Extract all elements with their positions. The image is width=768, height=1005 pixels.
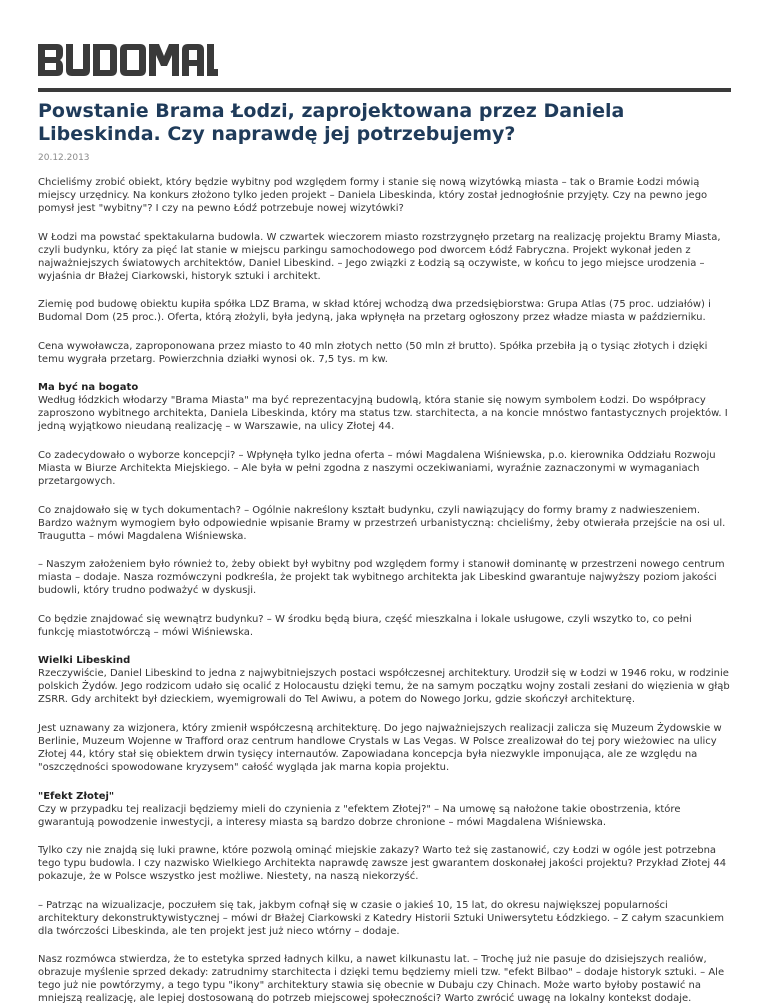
paragraph-4: Cena wywoławcza, zaproponowana przez miasto to 40 mln złotych netto (50 mln zł brutto). Spółka przebiła ją o tysiąc złotych i dzięki temu wygrała przetarg. Powierzchnia działki wynosi ok. 7,5 tys. m kw. [38, 340, 708, 365]
article-title: Powstanie Brama Łodzi, zaprojektowana przez Daniela Libeskinda. Czy naprawdę jej potrzebujemy? [38, 100, 625, 145]
paragraph-10: Rzeczywiście, Daniel Libeskind to jedna z najwybitniejszych postaci współczesnej architektury. Urodził się w Łodzi w 1946 roku, w rodzinie polskich Żydów. Jego rodzicom udało się ocalić z Holocaustu dzięki temu, że na samym początku wojny zostali zesłani do więzienia w głąb ZSRR. Gdy architekt był dzieckiem, wyemigrowali do Tel Awiwu, a potem do Nowego Jorku, gdzie skończył architekturę. [38, 668, 730, 706]
paragraph-9: Co będzie znajdować się wewnątrz budynku? – W środku będą biura, część mieszkalna i lokale usługowe, czyli wszytko to, co pełni funkcję miastotwórczą – mówi Wiśniewska. [38, 613, 692, 638]
article-body [38, 176, 731, 1005]
header-divider [38, 88, 731, 92]
paragraph-1: Chcieliśmy zrobić obiekt, który będzie wybitny pod względem formy i stanie się nową wizytówką miasta – tak o Bramie Łodzi mówią miejscy urzędnicy. Na konkurs złożono tylko jeden projekt – Daniela Libeskinda, który został jednogłośnie przyjęty. Czy na pewno jego pomysł jest "wybitny"? I czy na pewno Łódź potrzebuje nowej wizytówki? [38, 177, 708, 214]
paragraph-15: Nasz rozmówca stwierdza, że to estetyka sprzed ładnych kilku, a nawet kilkunastu lat. – Trochę już nie pasuje do dzisiejszych realiów, obrazuje myślenie sprzed dekady: zatrudnimy starchitecta i dzięki temu będziemy mieli tzw. "efekt Bilbao" – dodaje historyk sztuki. – Ale tego już nie powtórzymy, a tego typu "ikony" architektury stawia się obecnie w Dubaju czy Chinach. Może warto byłoby postawić na mniejszą realizację, ale lepiej dostosowaną do potrzeb miejscowej społeczności? Warto zwrócić uwagę na lokalny kontekst dodaje. [38, 954, 725, 1005]
paragraph-7: Co znajdowało się w tych dokumentach? – Ogólnie nakreślony kształt budynku, czyli nawiązujący do formy bramy z nadwieszeniem. Bardzo ważnym wymogiem było odpowiednie wpisanie Bramy w przestrzeń urbanistyczną: chcieliśmy, żeby otwierała przejście na osi ul. Traugutta – mówi Magdalena Wiśniewska. [38, 504, 726, 542]
budomal-logo-icon [38, 44, 218, 76]
paragraph-13: Tylko czy nie znajdą się luki prawne, które pozwolą ominąć miejskie zakazy? Warto też się zastanowić, czy Łodzi w ogóle jest potrzebna tego typu budowla. I czy nazwisko Wielkiego Architekta naprawdę zawsze jest gwarantem doskonałej jakości projektu? Przykład Złotej 44 pokazuje, że w Polsce wszystko jest możliwe. Niestety, na naszą niekorzyść. [38, 845, 727, 883]
paragraph-8: – Naszym założeniem było również to, żeby obiekt był wybitny pod względem formy i stanowił dominantę w przestrzeni nowego centrum miasta – dodaje. Nasza rozmówczyni podkreśla, że projekt tak wybitnego architekta jak Libeskind gwarantuje najwyższy poziom jakości budowli, który trudno podważyć w dyskusji. [38, 559, 725, 597]
budomal-logo[interactable] [38, 44, 218, 76]
paragraph-2: W Łodzi ma powstać spektakularna budowla. W czwartek wieczorem miasto rozstrzygnęło przetarg na realizację projektu Bramy Miasta, czyli budynku, który za pięć lat stanie w miejscu parkingu samochodowego pod dworcem Łódź Fabryczna. Projekt wykonał jeden z najważniejszych światowych architektów, Daniel Libeskind. – Jego związki z Łodzią są oczywiste, w końcu to jego miejsce urodzenia – wyjaśnia dr Błażej Ciarkowski, historyk sztuki i architekt. [38, 231, 721, 282]
section-heading-ma-byc-na-bogato: Ma być na bogato [38, 382, 139, 394]
paragraph-14: – Patrząc na wizualizacje, poczułem się tak, jakbym cofnął się w czasie o jakieś 10, 15 lat, do okresu największej popularności architektury dekonstruktywistycznej – mówi dr Błażej Ciarkowski z Katedry Historii Sztuki Uniwersytetu Łódzkiego. – Z całym szacunkiem dla twórczości Libeskinda, ale ten projekt jest już nieco wtórny – dodaje. [38, 899, 724, 937]
paragraph-6: Co zadecydowało o wyborze koncepcji? – Wpłynęła tylko jedna oferta – mówi Magdalena Wiśniewska, p.o. kierownika Oddziału Rozwoju Miasta w Biurze Architekta Miejskiego. – Ale była w pełni zgodna z naszymi oczekiwaniami, wyraźnie zaznaczonymi w wymaganiach przetargowych. [38, 449, 716, 487]
paragraph-3: Ziemię pod budowę obiektu kupiła spółka LDZ Brama, w skład której wchodzą dwa przedsiębiorstwa: Grupa Atlas (75 proc. udziałów) i Budomal Dom (25 proc.). Oferta, którą złożyli, była jedyną, jaka wpłynęła na przetarg ogłoszony przez władze miasta w październiku. [38, 299, 711, 324]
article-date: 20.12.2013 [38, 153, 90, 163]
paragraph-12: Czy w przypadku tej realizacji będziemy mieli do czynienia z "efektem Złotej?" – Na umowę są nałożone takie obostrzenia, które gwarantują powodzenie inwestycji, a interesy miasta są bardzo dobrze chronione – mówi Magdalena Wiśniewska. [38, 803, 681, 828]
paragraph-11: Jest uznawany za wizjonera, który zmienił współczesną architekturę. Do jego najważniejszych realizacji zalicza się Muzeum Żydowskie w Berlinie, Muzeum Wojenne w Trafford oraz centrum handlowe Crystals w Las Vegas. W Polsce zrealizował do tej pory wieżowiec na ulicy Złotej 44, który stał się obiektem drwin tysięcy internautów. Zapowiadana koncepcja była niezwykle imponująca, ale ze względu na "oszczędności spowodowane kryzysem" całość wygląda jak marna kopia projektu. [38, 722, 722, 773]
section-heading-wielki-libeskind: Wielki Libeskind [38, 655, 131, 667]
paragraph-5: Według łódzkich włodarzy "Brama Miasta" ma być reprezentacyjną budowlą, która stanie się nowym symbolem Łodzi. Do współpracy zaproszono wybitnego architekta, Daniela Libeskinda, który ma status tzw. starchitecta, a na koncie mnóstwo fantastycznych projektów. I jedną wyjątkowo nieudaną realizację – w Warszawie, na ulicy Złotej 44. [38, 395, 728, 433]
section-heading-efekt-zlotej: "Efekt Złotej" [38, 790, 115, 802]
